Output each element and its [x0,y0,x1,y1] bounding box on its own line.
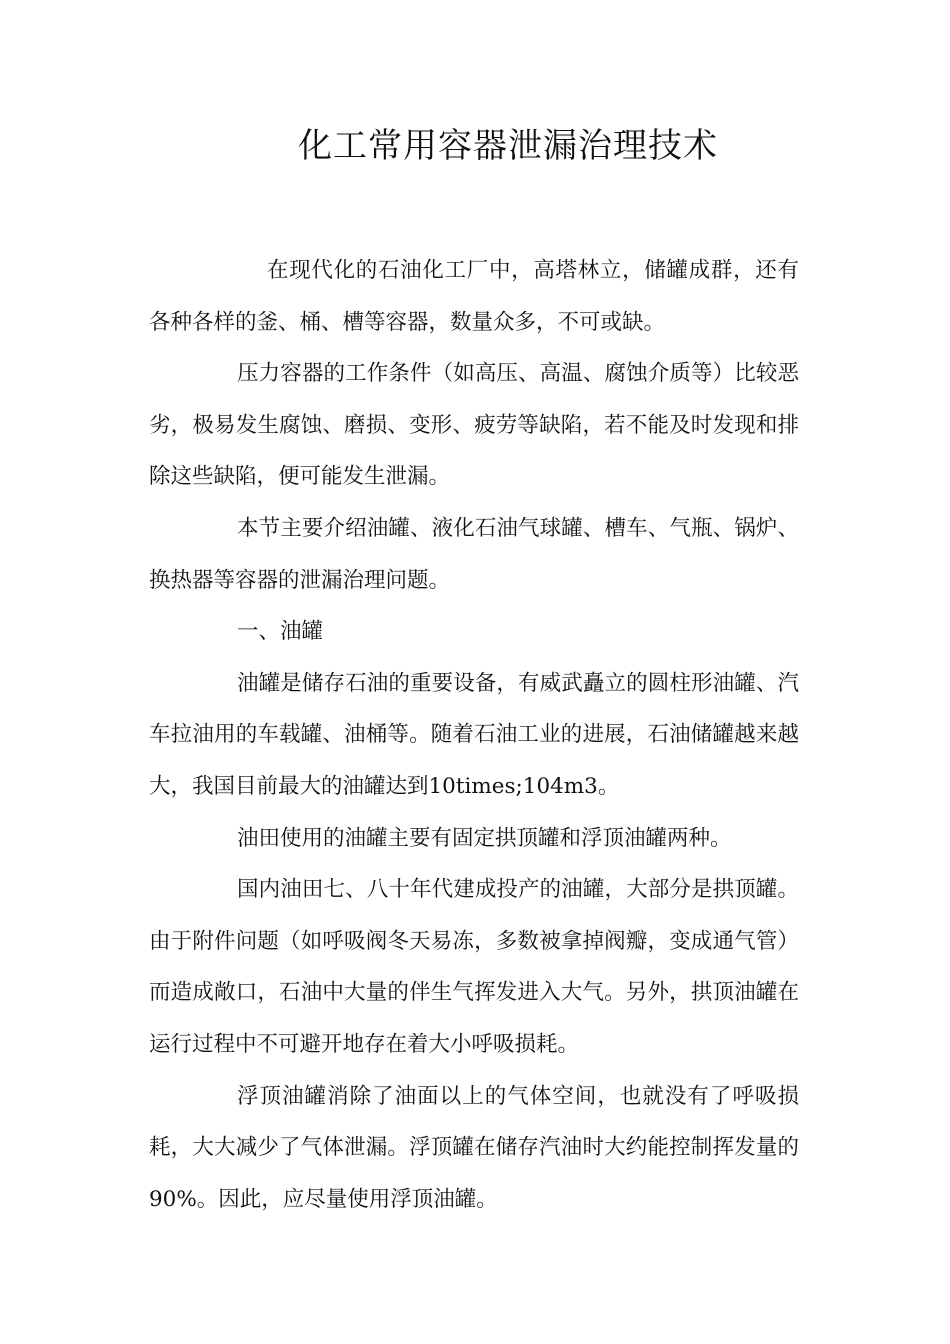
paragraph-pressure-vessels: 压力容器的工作条件（如高压、高温、腐蚀介质等）比较恶劣，极易发生腐蚀、磨损、变形、疲劳等缺陷，若不能及时发现和排除这些缺陷，便可能发生泄漏。 [149,361,799,490]
document-body [149,245,799,1225]
paragraph-floating-roof-tanks: 浮顶油罐消除了油面以上的气体空间，也就没有了呼吸损耗，大大减少了气体泄漏。浮顶罐在储存汽油时大约能控制挥发量的90%。因此，应尽量使用浮顶油罐。 [149,1083,799,1212]
paragraph-oil-tank-overview: 油罐是储存石油的重要设备，有威武矗立的圆柱形油罐、汽车拉油用的车载罐、油桶等。随着石油工业的进展，石油储罐越来越大，我国目前最大的油罐达到10times;104m3。 [149,670,799,799]
page-title: 化工常用容器泄漏治理技术 [298,126,718,166]
paragraph-dome-roof-tanks: 国内油田七、八十年代建成投产的油罐，大部分是拱顶罐。由于附件问题（如呼吸阀冬天易冻，多数被拿掉阀瓣，变成通气管）而造成敞口，石油中大量的伴生气挥发进入大气。另外，拱顶油罐在运行过程中不可避开地存在着大小呼吸损耗。 [149,877,799,1057]
paragraph-tank-types: 油田使用的油罐主要有固定拱顶罐和浮顶油罐两种。 [237,825,732,851]
paragraph-intro: 在现代化的石油化工厂中，高塔林立，储罐成群，还有各种各样的釜、桶、槽等容器，数量众多，不可或缺。 [149,258,799,335]
section-heading-oil-tank: 一、油罐 [237,619,324,645]
paragraph-section-scope: 本节主要介绍油罐、液化石油气球罐、槽车、气瓶、锅炉、换热器等容器的泄漏治理问题。 [149,515,799,593]
